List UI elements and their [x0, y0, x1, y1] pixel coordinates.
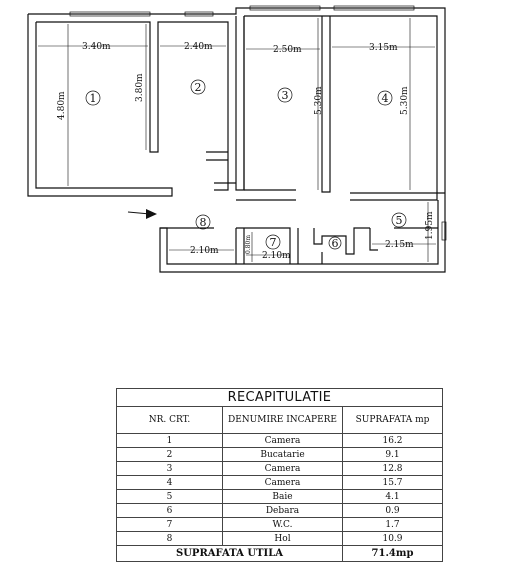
dim-5-30-b: 5.30m — [400, 86, 410, 115]
header-nr-crt: NR. CRT. — [117, 407, 223, 434]
room-number-4: 4 — [381, 92, 389, 105]
dim-4-80: 4.80m — [57, 91, 67, 120]
header-denumire: DENUMIRE INCAPERE — [223, 407, 343, 434]
table-row — [117, 448, 443, 462]
row-name: W.C. — [223, 518, 343, 532]
row-nr: 3 — [117, 462, 223, 476]
room-number-1: 1 — [89, 92, 97, 105]
table-row — [117, 434, 443, 448]
row-area: 4.1 — [343, 490, 443, 504]
room-numbers — [86, 80, 406, 250]
row-nr: 7 — [117, 518, 223, 532]
row-name: Camera — [223, 462, 343, 476]
total-value: 71.4mp — [343, 546, 443, 562]
dim-3-40: 3.40m — [82, 42, 111, 52]
room-number-2: 2 — [194, 81, 202, 94]
table-row — [117, 532, 443, 546]
dimension-lines — [38, 18, 436, 262]
row-area: 16.2 — [343, 434, 443, 448]
total-label: SUPRAFATA UTILA — [117, 546, 343, 562]
row-area: 0.9 — [343, 504, 443, 518]
row-nr: 6 — [117, 504, 223, 518]
room-number-3: 3 — [281, 89, 289, 102]
entrance-arrow-icon — [128, 209, 157, 219]
row-area: 15.7 — [343, 476, 443, 490]
room-number-6: 6 — [331, 237, 339, 250]
dim-2-10-b: 2.10m — [262, 251, 291, 261]
table-row — [117, 504, 443, 518]
windows — [70, 6, 446, 240]
row-name: Bucatarie — [223, 448, 343, 462]
row-name: Hol — [223, 532, 343, 546]
dim-2-50: 2.50m — [273, 45, 302, 55]
recap-table — [116, 388, 443, 562]
row-name: Camera — [223, 434, 343, 448]
room-number-8: 8 — [199, 216, 207, 229]
dim-2-40: 2.40m — [184, 42, 213, 52]
dim-0-80: 0.80m — [245, 234, 252, 254]
dim-1-95: 1.95m — [425, 211, 435, 240]
row-name: Debara — [223, 504, 343, 518]
recap-title: RECAPITULATIE — [117, 389, 443, 407]
table-row — [117, 462, 443, 476]
dim-3-80: 3.80m — [135, 73, 145, 102]
row-area: 10.9 — [343, 532, 443, 546]
dim-3-15: 3.15m — [369, 43, 398, 53]
row-nr: 1 — [117, 434, 223, 448]
row-nr: 8 — [117, 532, 223, 546]
row-nr: 5 — [117, 490, 223, 504]
row-area: 12.8 — [343, 462, 443, 476]
row-name: Camera — [223, 476, 343, 490]
room-number-7: 7 — [269, 236, 277, 249]
row-area: 1.7 — [343, 518, 443, 532]
row-nr: 4 — [117, 476, 223, 490]
table-row — [117, 490, 443, 504]
table-row — [117, 476, 443, 490]
header-suprafata: SUPRAFATA mp — [343, 407, 443, 434]
total-row — [117, 546, 443, 562]
row-nr: 2 — [117, 448, 223, 462]
table-row — [117, 518, 443, 532]
row-name: Baie — [223, 490, 343, 504]
dim-5-30-a: 5.30m — [314, 86, 324, 115]
dim-2-10-a: 2.10m — [190, 246, 219, 256]
room-number-5: 5 — [395, 214, 403, 227]
row-area: 9.1 — [343, 448, 443, 462]
dim-2-15: 2.15m — [385, 240, 414, 250]
